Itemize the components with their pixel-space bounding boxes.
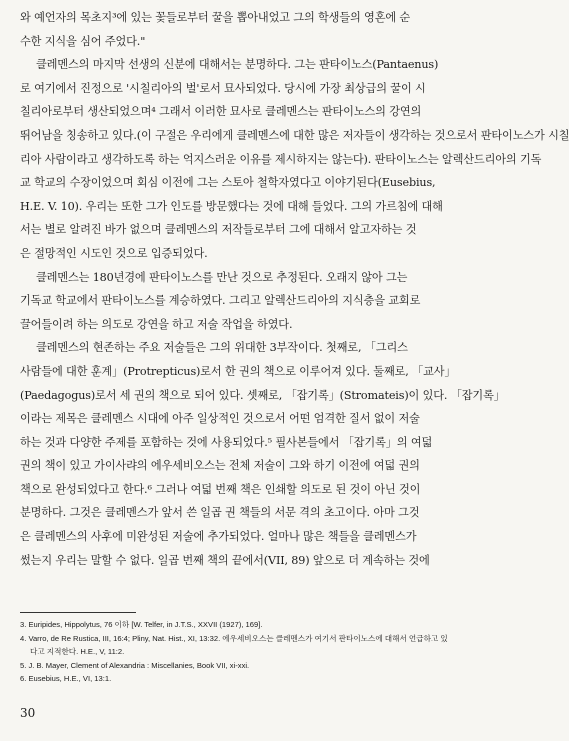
text-line: 리아 사람이라고 생각하도록 하는 억지스러운 이유를 제시하지는 않는다). 판타이노스는 알렉산드리아의 기독 bbox=[20, 152, 542, 166]
text-line: 클레멘스의 마지막 선생의 신분에 대해서는 분명하다. 그는 판타이노스(Pantaenus) bbox=[36, 58, 439, 72]
text-line: 하는 것과 다양한 주제를 포함하는 것에 사용되었다.⁵ 필사본들에서 「잡기록」의 여덟 bbox=[20, 435, 433, 449]
footnotes bbox=[20, 618, 452, 686]
text-line: 썼는지 우리는 말할 수 없다. 일곱 번째 책의 끝에서(VII, 89) 앞으로 더 계속하는 것에 bbox=[20, 553, 430, 567]
text-line: (Paedagogus)로서 세 권의 책으로 되어 있다. 셋째로, 「잡기록」(Stromateis)이 있다. 「잡기록」 bbox=[20, 388, 505, 402]
text-line: 끌어들이려 하는 의도로 강연을 하고 저술 작업을 하였다. bbox=[20, 317, 293, 331]
text-line: 이라는 제목은 클레멘스 시대에 아주 일상적인 것으로서 어떤 엄격한 질서 없이 저술 bbox=[20, 412, 420, 426]
text-line: 클레멘스의 현존하는 주요 저술들은 그의 위대한 3부작이다. 첫째로, 「그리스 bbox=[36, 341, 408, 355]
text-line: 클레멘스는 180년경에 판타이노스를 만난 것으로 추정된다. 오래지 않아 그는 bbox=[36, 270, 408, 284]
page-number: 30 bbox=[20, 706, 36, 720]
text-line: H.E. V. 10). 우리는 또한 그가 인도를 방문했다는 것에 대해 들었다. 그의 가르침에 대해 bbox=[20, 199, 443, 213]
text-line: 은 클레멘스의 사후에 미완성된 저술에 추가되었다. 얼마나 많은 책들을 클레멘스가 bbox=[20, 530, 417, 544]
text-line: 칠리아로부터 생산되었으며⁴ 그래서 이러한 묘사로 클레멘스는 판타이노스의 강연의 bbox=[20, 105, 422, 119]
footnote-line: 4. Varro, de Re Rustica, III, 16:4; Pliny, Nat. Hist., XI, 13:32. 에우세비오스는 클레멘스가 여기서 판타이노스에 대해서 언급하고 있 bbox=[20, 633, 448, 643]
text-line: 서는 별로 알려진 바가 없으며 클레멘스의 저작들로부터 그에 대해서 알고자하는 것 bbox=[20, 223, 417, 237]
text-line: 책으로 완성되었다고 한다.⁶ 그러나 여덟 번째 책은 인쇄할 의도로 된 것이 아닌 것이 bbox=[20, 482, 421, 496]
text-line: 교 학교의 수장이었으며 회심 이전에 그는 스토아 철학자였다고 이야기된다(Eusebius, bbox=[20, 176, 436, 190]
text-line: 기독교 학교에서 판타이노스를 계승하였다. 그리고 알렉산드리아의 지식층을 교회로 bbox=[20, 294, 421, 308]
text-line: 분명하다. 그것은 클레멘스가 앞서 쓴 일곱 권 책들의 서문 격의 초고이다. 아마 그것 bbox=[20, 506, 420, 520]
text-line: 로 여기에서 진정으로 '시칠리아의 벌'로서 묘사되었다. 당시에 가장 최상급의 꿀이 시 bbox=[20, 81, 426, 95]
text-line: 수한 지식을 심어 주었다." bbox=[20, 34, 146, 48]
text-line: 사람들에 대한 훈계」(Protrepticus)로서 한 권의 책으로 이루어져 있다. 둘째로, 「교사」 bbox=[20, 364, 456, 378]
text-line: 권의 책이 있고 가이사랴의 에우세비오스는 전체 저술이 그와 하기 이전에 여덟 권의 bbox=[20, 459, 420, 473]
footnote-line: 다고 지적한다. H.E., V, 11:2. bbox=[30, 647, 125, 657]
footnote-line: 6. Eusebius, H.E., VI, 13:1. bbox=[20, 674, 112, 684]
text-line: 와 예언자의 목초지³에 있는 꽃들로부터 꿀을 뽑아내었고 그의 학생들의 영혼에 순 bbox=[20, 11, 411, 24]
text-line: 뛰어남을 칭송하고 있다.(이 구절은 우리에게 클레멘스에 대한 많은 저자들이 생각하는 것으로서 판타이노스가 시칠 bbox=[20, 128, 569, 142]
footnote-separator bbox=[20, 612, 136, 613]
footnote-line: 3. Euripides, Hippolytus, 76 이하 [W. Telfer, in J.T.S., XXVII (1927), 169]. bbox=[20, 620, 263, 629]
footnote-line: 5. J. B. Mayer, Clement of Alexandria : Miscellanies, Book VII, xi-xxi. bbox=[20, 660, 250, 670]
body-text bbox=[20, 6, 569, 572]
text-line: 은 절망적인 시도인 것으로 입증되었다. bbox=[20, 246, 208, 260]
